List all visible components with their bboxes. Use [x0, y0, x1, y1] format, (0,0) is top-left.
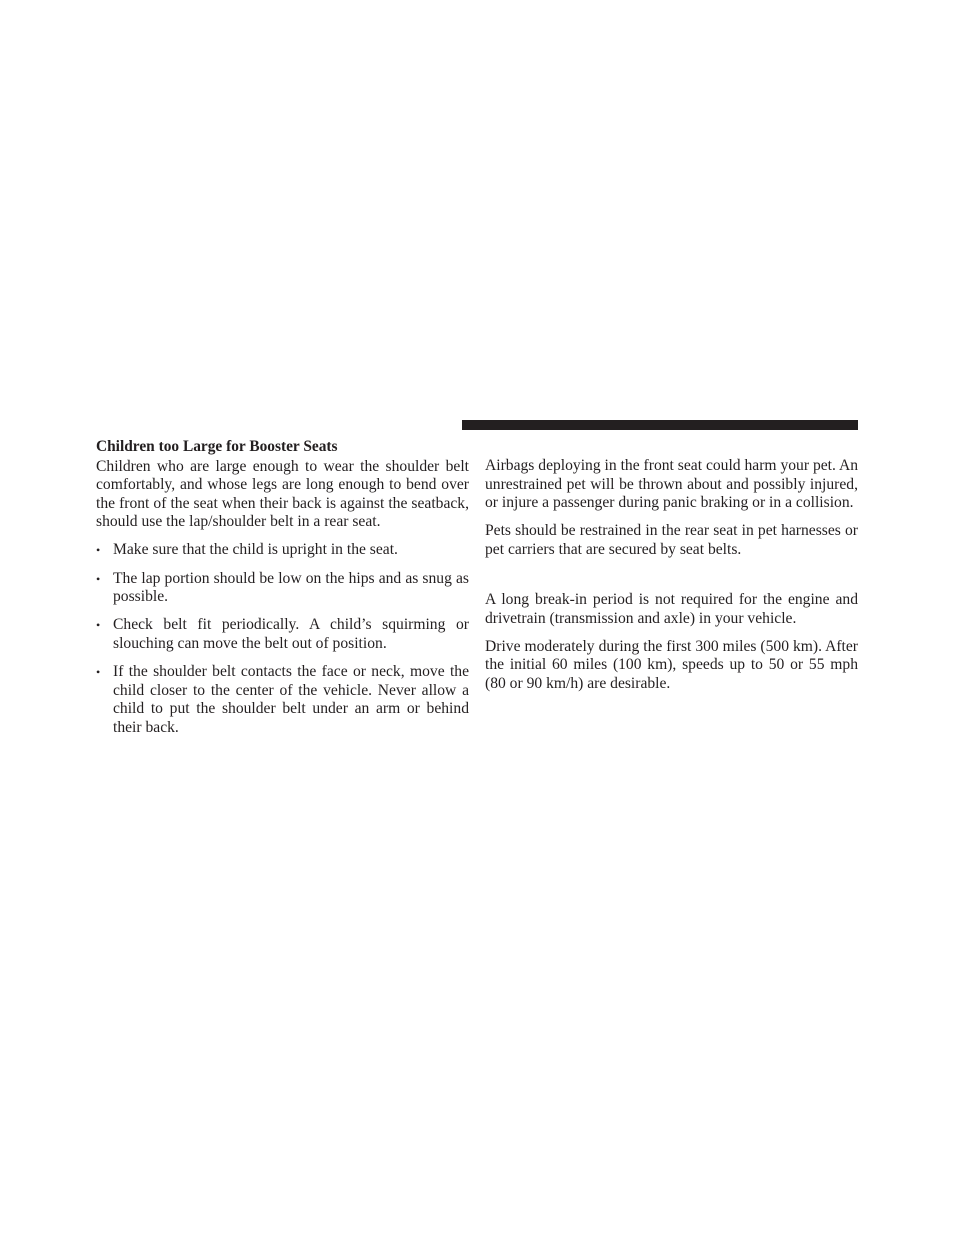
section-heading: Children too Large for Booster Seats: [96, 438, 338, 455]
section-gap: [485, 569, 858, 591]
list-item-text: The lap portion should be low on the hips and as snug as possible.: [113, 569, 469, 606]
breakin-paragraph: Drive moderately during the first 300 miles (500 km). After the initial 60 miles (100 km), speeds up to 50 or 55 mph (80 or 90 km/h) are desirable.: [485, 637, 858, 692]
list-item: [96, 541, 469, 560]
bullet-icon: •: [96, 543, 101, 558]
list-item: [96, 663, 469, 737]
bullet-list: [96, 541, 469, 737]
bullet-icon: •: [96, 571, 101, 586]
list-item-text: If the shoulder belt contacts the face or neck, move the child closer to the center of the vehicle. Never allow a child to put the shoulder belt under an arm or behind their back.: [113, 662, 469, 736]
pets-paragraph: Airbags deploying in the front seat could harm your pet. An unrestrained pet will be thrown about and possibly injured, or injure a passenger during panic braking or in a collision.: [485, 457, 858, 512]
bullet-icon: •: [96, 664, 101, 679]
pets-paragraph: Pets should be restrained in the rear seat in pet harnesses or pet carriers that are secured by seat belts.: [485, 522, 858, 558]
breakin-paragraph: A long break-in period is not required for the engine and drivetrain (transmission and axle) in your vehicle.: [485, 590, 858, 627]
list-item: [96, 616, 469, 653]
right-column: [485, 457, 858, 703]
list-item: [96, 570, 469, 607]
list-item-text: Make sure that the child is upright in the seat.: [113, 541, 398, 559]
bullet-icon: •: [96, 618, 101, 633]
intro-paragraph: Children who are large enough to wear the shoulder belt comfortably, and whose legs are long enough to bend over the front of the seat when their back is against the seatback, should use the lap/shoulder belt in a rear seat.: [96, 457, 469, 531]
section-rule-bar: [462, 420, 858, 430]
list-item-text: Check belt fit periodically. A child’s squirming or slouching can move the belt out of position.: [113, 616, 469, 652]
left-column: [96, 438, 469, 747]
